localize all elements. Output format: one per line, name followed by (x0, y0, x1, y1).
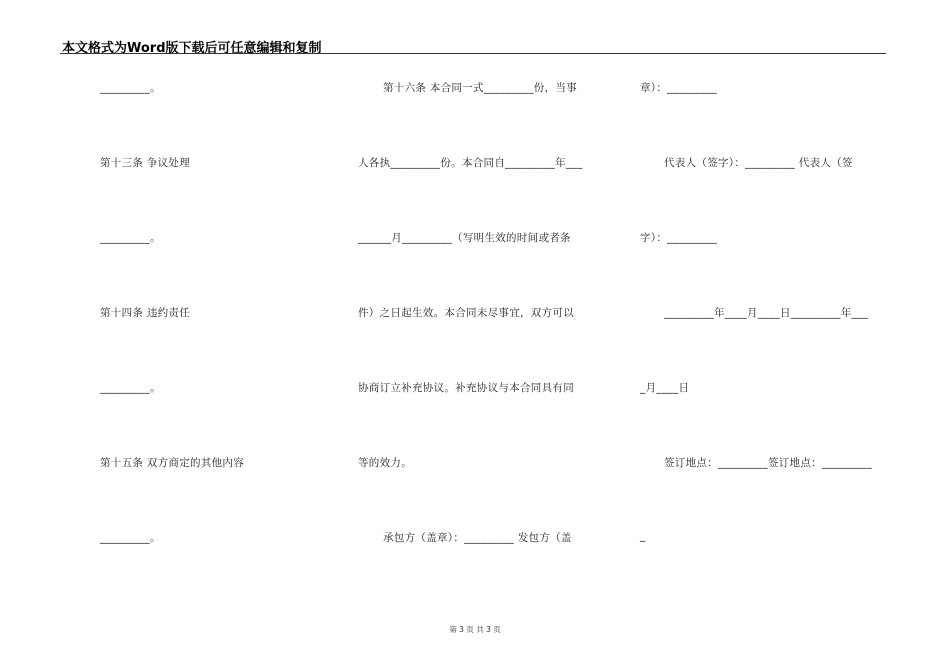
col1-line2: 第十三条 争议处理 (100, 157, 191, 169)
col1-line7: _________。 (100, 532, 161, 544)
col3-line3: 字）：_________ (640, 232, 718, 244)
col2-line4: 件）之日起生效。本合同未尽事宜，双方可以 (358, 307, 574, 319)
col2-line3: ______月_________（写明生效的时间或者条 (358, 232, 571, 244)
col2-line7: 承包方（盖章）：_________ 发包方（盖 (383, 532, 572, 544)
col1-line4: 第十四条 违约责任 (100, 307, 191, 319)
col3-line2: 代表人（签字）：_________ 代表人（签 (664, 157, 853, 169)
col3-line6: 签订地点：_________签订地点：_________ (664, 457, 872, 469)
page-number: 第 3 页 共 3 页 (449, 625, 501, 634)
col2-line5: 协商订立补充协议。补充协议与本合同具有同 (358, 382, 574, 394)
col3-line5: _月____日 (640, 382, 690, 394)
page-header: 本文格式为Word版下载后可任意编辑和复制 (62, 41, 322, 56)
col3-line7: _ (640, 530, 646, 542)
col2-line2: 人各执_________份。本合同自_________年___ (358, 157, 583, 169)
col3-line1: 章）：_________ (640, 82, 718, 94)
col1-line5: _________。 (100, 382, 161, 394)
col2-line6: 等的效力。 (358, 457, 412, 469)
col3-line4: _________年____月____日_________年___ (664, 307, 869, 319)
col2-line1: 第十六条 本合同一式_________份，当事 (383, 82, 577, 94)
header-divider (60, 53, 886, 54)
col1-line3: _________。 (100, 232, 161, 244)
col1-line1: _________。 (100, 82, 161, 94)
col1-line6: 第十五条 双方商定的其他内容 (100, 457, 245, 469)
